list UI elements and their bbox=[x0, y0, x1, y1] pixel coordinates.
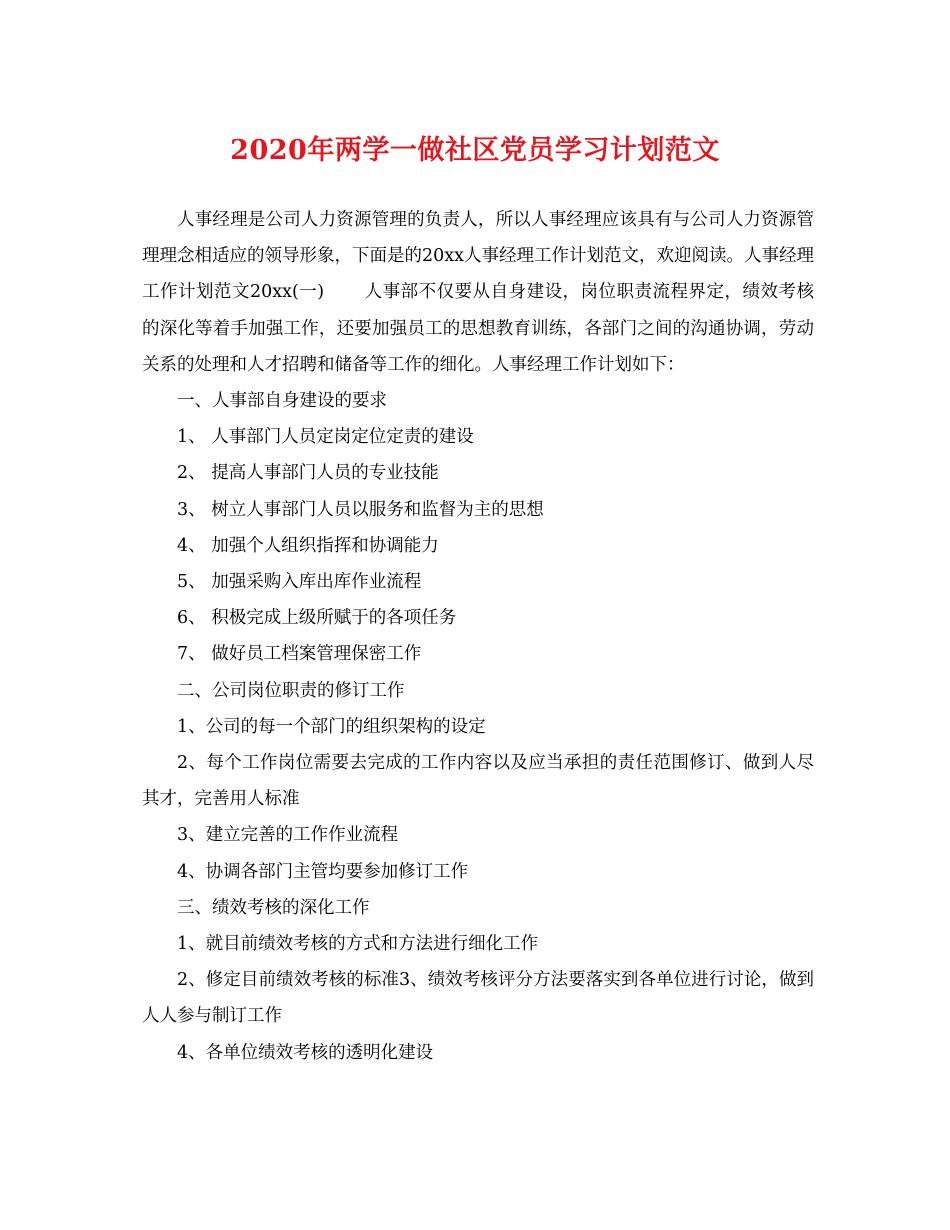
section-heading-3: 三、绩效考核的深化工作 bbox=[177, 897, 370, 918]
section-heading-1: 一、人事部自身建设的要求 bbox=[177, 391, 387, 412]
list-item: 6、 积极完成上级所赋于的各项任务 bbox=[177, 608, 457, 629]
intro-paragraph bbox=[142, 202, 814, 383]
list-item: 5、 加强采购入库出库作业流程 bbox=[177, 572, 422, 593]
list-item: 3、建立完善的工作作业流程 bbox=[177, 825, 399, 846]
list-item: 7、 做好员工档案管理保密工作 bbox=[177, 644, 422, 665]
list-item: 1、就目前绩效考核的方式和方法进行细化工作 bbox=[177, 934, 539, 955]
list-item: 1、 人事部门人员定岗定位定责的建设 bbox=[177, 427, 474, 448]
list-item: 1、公司的每一个部门的组织架构的设定 bbox=[177, 716, 486, 737]
list-item: 4、 加强个人组织指挥和协调能力 bbox=[177, 535, 439, 556]
intro-text-part2: 人事部不仅要从自身建设，岗位职责流程界定，绩效考核的深化等着手加强工作，还要加强员工的思想教育训练，各部门之间的沟通协调，劳动关系的处理和人才招聘和储备等工作的细化。人事经理工作计划如下： bbox=[142, 282, 814, 375]
list-item: 4、各单位绩效考核的透明化建设 bbox=[177, 1042, 434, 1063]
list-item: 2、修定目前绩效考核的标准3、绩效考核评分方法要落实到各单位进行讨论，做到人人参与制订工作 bbox=[142, 970, 814, 1027]
intro-text-part1: 人事经理是公司人力资源管理的负责人，所以人事经理应该具有与公司人力资源管理理念相适应的领导形象，下面是的20xx人事经理工作计划范文，欢迎阅读。人事经理工作计划范文20xx(一) bbox=[142, 210, 815, 303]
list-item: 3、 树立人事部门人员以服务和监督为主的思想 bbox=[177, 499, 544, 520]
section-heading-2: 二、公司岗位职责的修订工作 bbox=[177, 680, 405, 701]
list-item: 2、每个工作岗位需要去完成的工作内容以及应当承担的责任范围修订、做到人尽其才，完善用人标准 bbox=[142, 753, 814, 810]
list-item: 4、协调各部门主管均要参加修订工作 bbox=[177, 861, 469, 882]
list-item: 2、 提高人事部门人员的专业技能 bbox=[177, 463, 439, 484]
document-title: 2020年两学一做社区党员学习计划范文 bbox=[230, 135, 720, 166]
document-body bbox=[142, 202, 814, 1071]
